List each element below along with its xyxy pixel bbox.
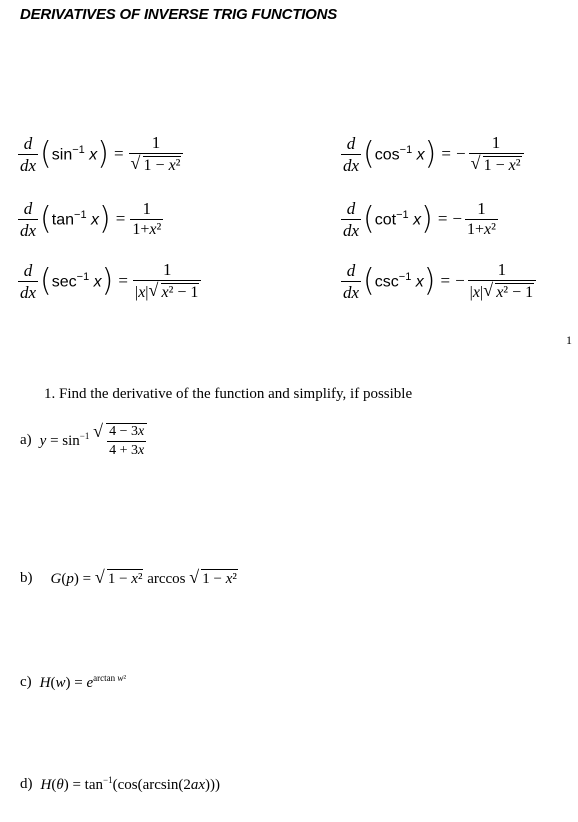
problem-a: [20, 423, 147, 458]
d-dx-operator: $\frac{d}{dx}$: [20, 133, 37, 175]
d-dx-operator: $\frac{d}{dx}$: [20, 260, 37, 302]
problem-label: d): [20, 776, 33, 792]
formula-arccot: $\frac{d}{dx}$ ( $\cot^{-1} x$ ) = − $\frac{1}{\text{1+x²}}$: [343, 198, 496, 240]
problem-c: [20, 673, 126, 692]
problem-expression: $H(w) = e^{arctan w^2}$: [39, 673, 127, 691]
problem-expression: $y = \sin^{-1}$ √ $\frac{4 - 3x}{4 + 3x}$: [40, 423, 148, 458]
problem-label: a): [20, 432, 32, 448]
problem-expression: $H(\theta) = \tan^{-1}(\cos(\arcsin(2ax)))$: [40, 775, 221, 793]
d-dx-operator: $\frac{d}{dx}$: [343, 133, 360, 175]
formula-arcsin: $\frac{d}{dx}$ ( $\sin^{-1} x$ ) = 1 √ 1 − x²: [18, 123, 183, 185]
page-title: DERIVATIVES OF INVERSE TRIG FUNCTIONS: [20, 6, 338, 23]
problem-label: c): [20, 674, 32, 690]
problem-d: [20, 775, 220, 794]
formula-arccsc: $\frac{d}{dx}$ ( $\csc^{-1} x$ ) = − $\frac{1}{\text{|x|√ x² − 1}}$: [341, 250, 536, 312]
d-dx-operator: $\frac{d}{dx}$: [343, 260, 360, 302]
problem-b: [20, 569, 238, 588]
formula-arcsec: $\frac{d}{dx}$ ( $\sec^{-1} x$ ) = $\frac{1}{\text{|x|√ x² − 1}}$: [18, 250, 201, 312]
d-dx-operator: $\frac{d}{dx}$: [343, 198, 360, 240]
problem-expression: G(p) = √ 1 − x² arccos √ 1 − x²: [51, 569, 238, 588]
problem-label: b): [20, 570, 33, 586]
d-dx-operator: $\frac{d}{dx}$: [20, 198, 37, 240]
page-number: 1: [566, 333, 572, 347]
formula-arctan: $\frac{d}{dx}$ ( $\tan^{-1} x$ ) = $\frac{1}{\text{1+x²}}$: [20, 198, 162, 240]
formula-arccos: $\frac{d}{dx}$ ( $\cos^{-1} x$ ) = − 1 √ 1 − x²: [341, 123, 524, 185]
exercise-instruction: 1. Find the derivative of the function and simplify, if possible: [44, 386, 413, 402]
